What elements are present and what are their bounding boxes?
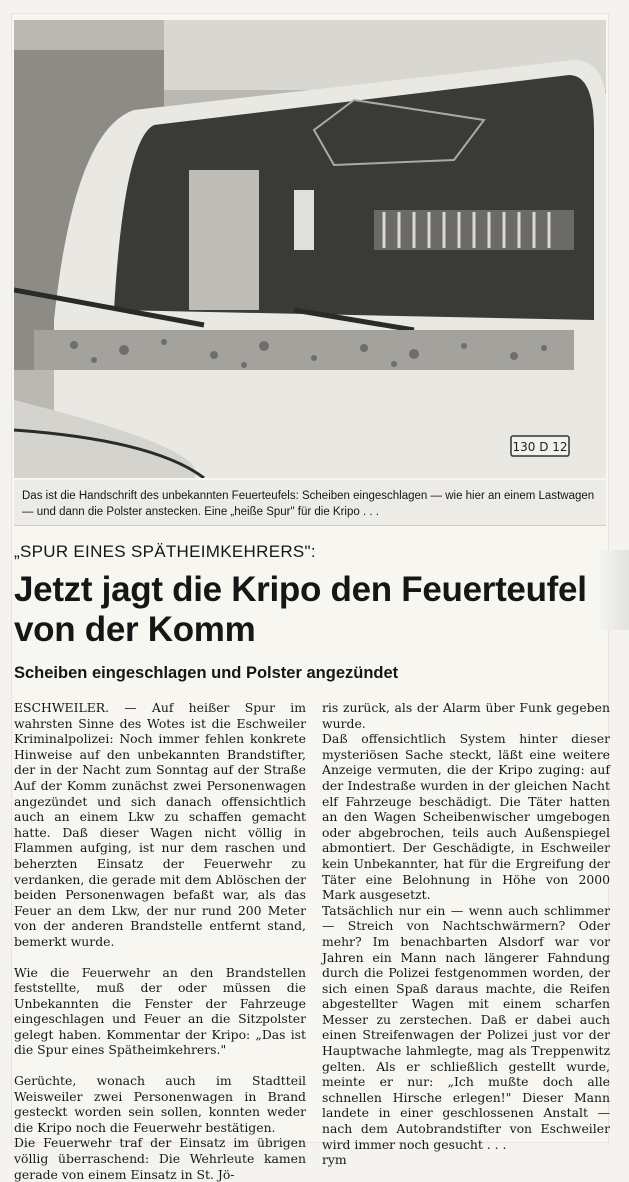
article-subheadline: Scheiben eingeschlagen und Polster angezündet (14, 664, 399, 682)
photo-caption: Das ist die Handschrift des unbekannten Feuerteufels: Scheiben eingeschlagen — wie hier an einem Lastwagen — und dann die Polster anstecken. Eine „heiße Spur" für die Kripo . . . (14, 480, 606, 526)
paragraph: Tatsächlich nur ein — wenn auch schlimmer — Streich von Nachtschwärmern? Oder mehr? Im benachbarten Alsdorf war vor Jahren ein Mann nach längerer Fahndung durch die Polizei festgenommen worden, der sich einen Spaß daraus machte, die Reifen abgestellter Wagen mit einem scharfen Messer zu zerstechen. Daß er dabei auch einen Streifenwagen der Polizei just vor der Hauptwache lahmlegte, mag als Treppenwitz gelten. Als er schließlich gestellt wurde, meinte er nur: „Ich mußte doch alle schnellen Hirsche erlegen!" Dieser Mann landete in einer geschlossenen Anstalt — nach dem Autobrandstifter von Eschweiler wird immer noch gesucht . . . (322, 902, 610, 1152)
paragraph: ESCHWEILER. — Auf heißer Spur im wahrsten Sinne des Wotes ist die Eschweiler Kriminalpolizei: Noch immer fehlen konkrete Hinweise auf den unbekannten Brandstifter, der in der Nacht zum Sonntag auf der Straße Auf der Komm zunächst zwei Personenwagen angezündet und sich danach offensichtlich auch an einem Lkw zu schaffen gemacht hatte. Daß dieser Wagen nicht völlig in Flammen aufging, ist nur dem raschen und beherzten Einsatz der Feuerwehr zu verdanken, die gerade mit dem Ablöschen der beiden Personenwagen befaßt war, als das Feuer an dem Lkw, der nur rund 200 Meter von der anderen Brandstelle entfernt stand, bemerkt wurde. (14, 700, 306, 949)
paragraph: Daß offensichtlich System hinter dieser mysteriösen Sache steckt, läßt eine weitere Anzeige vermuten, die der Kripo zuging: auf der Indestraße wurden in der gleichen Nacht elf Fahrzeuge beschädigt. Die Täter hatten an den Wagen Scheibenwischer umgebogen oder abgebrochen, teils auch Außenspiegel abmontiert. Der Geschädigte, in Eschweiler kein Unbekannter, hat für die Ergreifung der Täter eine Belohnung in Höhe von 2000 Mark ausgesetzt. (322, 731, 610, 903)
article-kicker: „SPUR EINES SPÄTHEIMKEHRERS": (14, 542, 316, 561)
article-headline: Jetzt jagt die Kripo den Feuerteufel von der Komm (14, 570, 587, 649)
truck-photo (14, 20, 606, 478)
author-signature: rym (322, 1152, 347, 1168)
article-column-left (14, 700, 306, 1182)
paragraph: Gerüchte, wonach auch im Stadtteil Weisweiler zwei Personenwagen in Brand gesteckt worden sein sollen, konnten weder die Kripo noch die Feuerwehr bestätigen. (14, 1073, 306, 1135)
truck-badge-text: 130 D 12 (512, 440, 568, 454)
paragraph: Die Feuerwehr traf der Einsatz im übrigen völlig überraschend: Die Wehrleute kamen gerade von einem Einsatz in St. Jö- (14, 1135, 306, 1182)
paragraph: Wie die Feuerwehr an den Brandstellen feststellte, muß der oder müssen die Unbekannten die Fenster der Fahrzeuge eingeschlagen und Feuer an die Sitzpolster gelegt haben. Kommentar der Kripo: „Das ist die Spur eines Spätheimkehrers." (14, 964, 306, 1058)
paragraph: ris zurück, als der Alarm über Funk gegeben wurde. (322, 700, 610, 731)
article-column-right (322, 700, 610, 1168)
